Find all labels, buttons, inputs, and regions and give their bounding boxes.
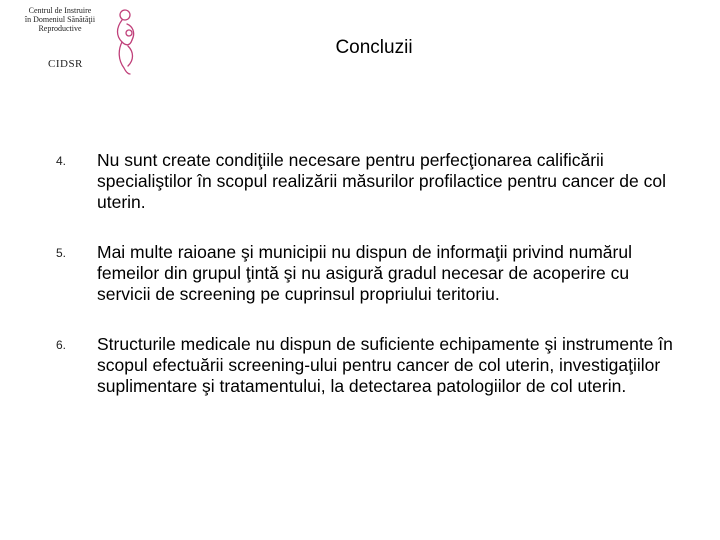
item-number: 6.	[56, 338, 67, 352]
item-number: 5.	[56, 246, 67, 260]
item-text: Structurile medicale nu dispun de suficiente echipamente şi instrumente în scopul efectuării screening-ului pentru cancer de col uterin, investigaţiilor suplimentare şi tratamentului, la detectarea patologiilor de col uterin.	[97, 334, 673, 396]
logo-line-2: în Domeniul Sănătăţii	[24, 15, 96, 24]
list-item	[56, 150, 686, 213]
logo-name	[12, 6, 108, 33]
list-item	[56, 334, 686, 397]
logo-line-3: Reproductive	[38, 24, 82, 33]
conclusions-list	[56, 150, 686, 426]
item-text: Nu sunt create condiţiile necesare pentru perfecţionarea calificării specialiştilor în scopul realizării măsurilor profilactice pentru cancer de col uterin.	[97, 150, 666, 212]
logo-abbreviation: CIDSR	[48, 58, 83, 70]
item-text: Mai multe raioane şi municipii nu dispun de informaţii privind numărul femeilor din grupul ţintă şi nu asigură gradul necesar de acoperire cu servicii de screening pe cuprinsul propriului teritoriu.	[97, 242, 632, 304]
slide-title: Concluzii	[335, 37, 413, 58]
item-number: 4.	[56, 154, 67, 168]
list-item	[56, 242, 686, 305]
logo-line-1: Centrul de Instruire	[28, 6, 92, 15]
